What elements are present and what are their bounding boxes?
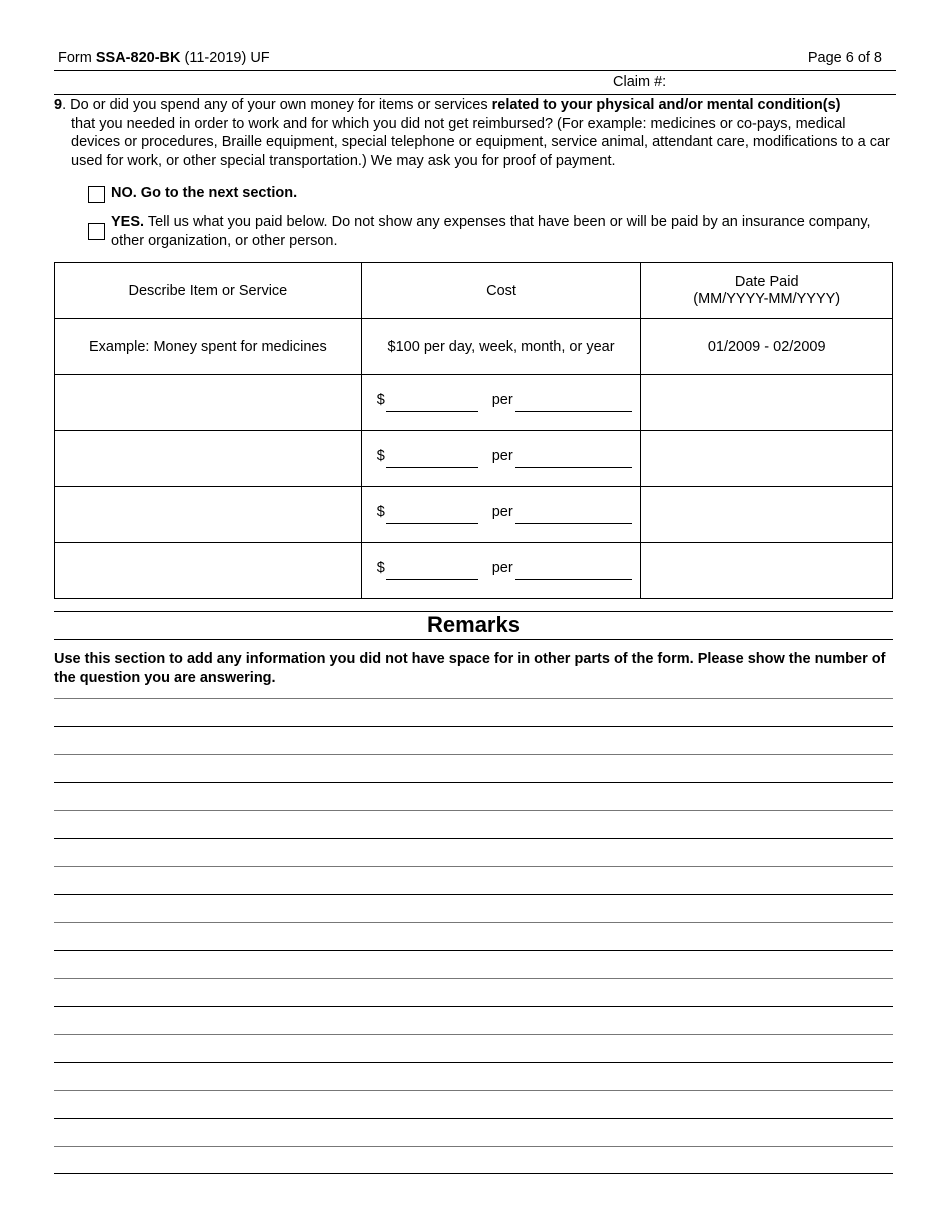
dollar-sign: $ [376,560,385,576]
remarks-line [54,838,893,839]
dollar-sign: $ [376,504,385,520]
item-input[interactable] [55,543,362,599]
remarks-instructions: Use this section to add any information you did not have space for in other parts of the form. Please show the number of the question you are answering. [54,651,886,686]
item-input[interactable] [55,431,362,487]
remarks-line [54,1146,893,1147]
remarks-line [54,754,893,755]
remarks-line [54,866,893,867]
period-input[interactable] [515,467,632,468]
per-label: per [491,448,513,464]
per-label: per [491,560,513,576]
cost-cell [361,431,641,487]
remarks-title: Remarks [427,612,520,637]
table-row [55,487,893,543]
amount-input[interactable] [386,411,478,412]
yes-checkbox[interactable] [88,223,105,240]
claim-number-label: Claim #: [613,74,667,90]
form-prefix: Form [58,50,96,66]
amount-input[interactable] [386,467,478,468]
item-input[interactable] [55,487,362,543]
amount-input[interactable] [386,523,478,524]
date-input[interactable] [641,375,893,431]
cost-cell [361,487,641,543]
amount-input[interactable] [386,579,478,580]
yes-option-text: Tell us what you paid below. Do not show any expenses that have been or will be paid by an insurance company, other organization, or other person. [111,214,871,249]
header-date-paid [641,263,893,319]
form-revision: (11-2019) UF [180,50,270,66]
period-input[interactable] [515,579,632,580]
form-identifier [58,50,270,66]
claim-divider [54,94,896,95]
period-input[interactable] [515,523,632,524]
table-header-row [55,263,893,319]
no-checkbox[interactable] [88,186,105,203]
no-option-label: NO. Go to the next section. [111,185,298,201]
header-divider [54,70,896,71]
question-number: 9 [54,97,63,113]
remarks-line [54,1062,893,1063]
remarks-line [54,1006,893,1007]
remarks-line [54,782,893,783]
header-date-line1: Date Paid [734,273,799,290]
dollar-sign: $ [376,392,385,408]
example-cost: $100 per day, week, month, or year [361,319,641,375]
per-label: per [491,504,513,520]
cost-cell [361,375,641,431]
remarks-line [54,894,893,895]
question-text-bold: related to your physical and/or mental condition(s) [491,97,841,113]
per-label: per [491,392,513,408]
table-row [55,543,893,599]
example-date: 01/2009 - 02/2009 [641,319,893,375]
remarks-line [54,922,893,923]
date-input[interactable] [641,543,893,599]
remarks-line [54,978,893,979]
remarks-line [54,1090,893,1091]
remarks-line [54,810,893,811]
table-row [55,431,893,487]
example-item: Example: Money spent for medicines [55,319,362,375]
remarks-line [54,726,893,727]
yes-option-label [111,213,871,250]
table-row [55,375,893,431]
question-text-start: . Do or did you spend any of your own money for items or services [62,97,492,113]
yes-option-bold: YES. [111,214,145,230]
date-input[interactable] [641,431,893,487]
remarks-bottom-rule [54,639,893,640]
date-input[interactable] [641,487,893,543]
form-id: SSA-820-BK [95,50,181,66]
item-input[interactable] [55,375,362,431]
header-item: Describe Item or Service [55,263,362,319]
period-input[interactable] [515,411,632,412]
expense-table [54,262,893,599]
remarks-line [54,1173,893,1174]
header-date-line2: (MM/YYYY-MM/YYYY) [693,290,841,307]
cost-cell [361,543,641,599]
remarks-line [54,1034,893,1035]
example-row [55,319,893,375]
remarks-line [54,698,893,699]
dollar-sign: $ [376,448,385,464]
page-number: Page 6 of 8 [807,50,882,66]
header-cost: Cost [361,263,641,319]
remarks-line [54,1118,893,1119]
remarks-line [54,950,893,951]
question-text-rest: that you needed in order to work and for which you did not get reimbursed? (For example: medicines or co-pays, medical devices or procedures, Braille equipment, special telephone or equipment, service animal, attendant care, modifications to a car used for work, or other special transportation.) We may ask you for proof of payment. [71,115,890,169]
question-9 [54,96,896,170]
